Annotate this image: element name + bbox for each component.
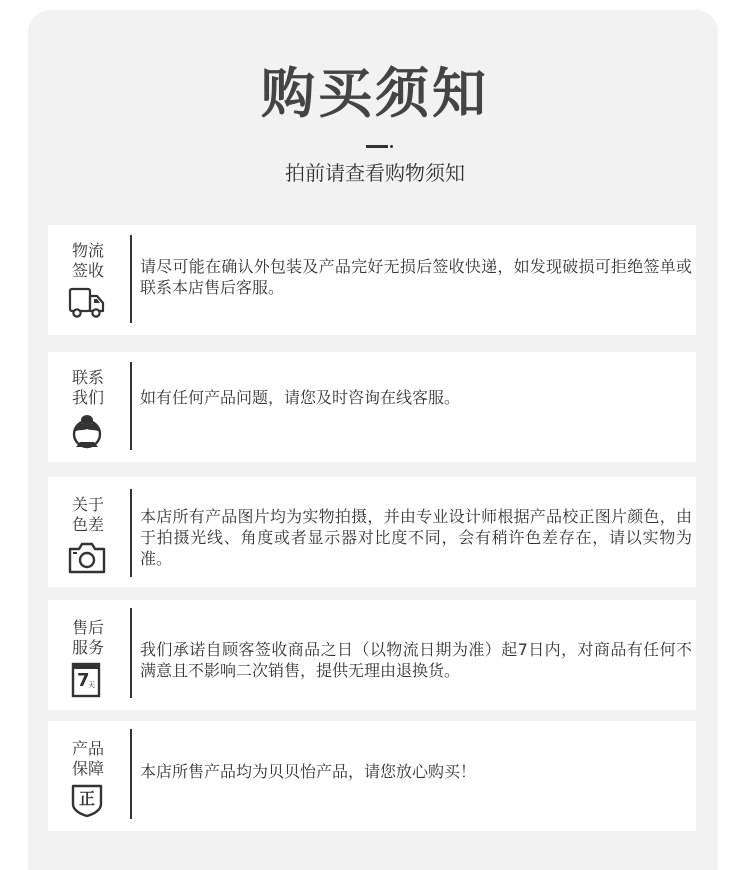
notice-card-contact [48,352,696,462]
seven-day-return-icon [70,662,108,700]
genuine-mark: 正 [78,789,95,808]
card-text: 本店所售产品均为贝贝怡产品，请您放心购买！ [140,762,477,781]
card-text: 请尽可能在确认外包装及产品完好无损后签收快递，如发现破损可拒绝签单或联系本店售后客服。 [140,257,692,297]
card-divider [130,235,132,323]
card-text: 我们承诺自顾客签收商品之日（以物流日期为准）起7日内，对商品有任何不满意且不影响二次销售，提供无理由退换货。 [140,640,692,680]
truck-icon [68,285,106,323]
genuine-shield-icon [70,782,108,820]
camera-icon [68,541,106,579]
card-divider [130,362,132,450]
card-text: 本店所有产品图片均为实物拍摄，并由专业设计师根据产品校正图片颜色，由于拍摄光线、角度或者显示器对比度不同，会有稍许色差存在，请以实物为准。 [140,507,692,568]
page-title: 购买须知 [261,62,489,125]
card-label: 售后 服务 [71,618,104,657]
title-divider [366,145,388,148]
seven-day-number: 7 [77,670,90,691]
customer-service-icon [68,412,106,450]
seven-day-unit: 天 [88,681,95,689]
card-divider [130,489,132,577]
card-label: 关于 色差 [71,495,104,534]
notice-card-guarantee [48,721,696,831]
card-label: 产品 保障 [71,739,104,778]
card-label: 联系 我们 [71,368,104,407]
page-subtitle: 拍前请查看购物须知 [285,161,465,185]
card-divider [130,608,132,698]
title-divider-dot [390,145,393,148]
notice-card-after-sales [48,600,696,710]
notice-card-delivery [48,225,696,335]
card-label: 物流 签收 [71,241,104,280]
card-text: 如有任何产品问题，请您及时咨询在线客服。 [140,388,461,407]
card-divider [130,729,132,819]
notice-card-color-difference [48,477,696,587]
